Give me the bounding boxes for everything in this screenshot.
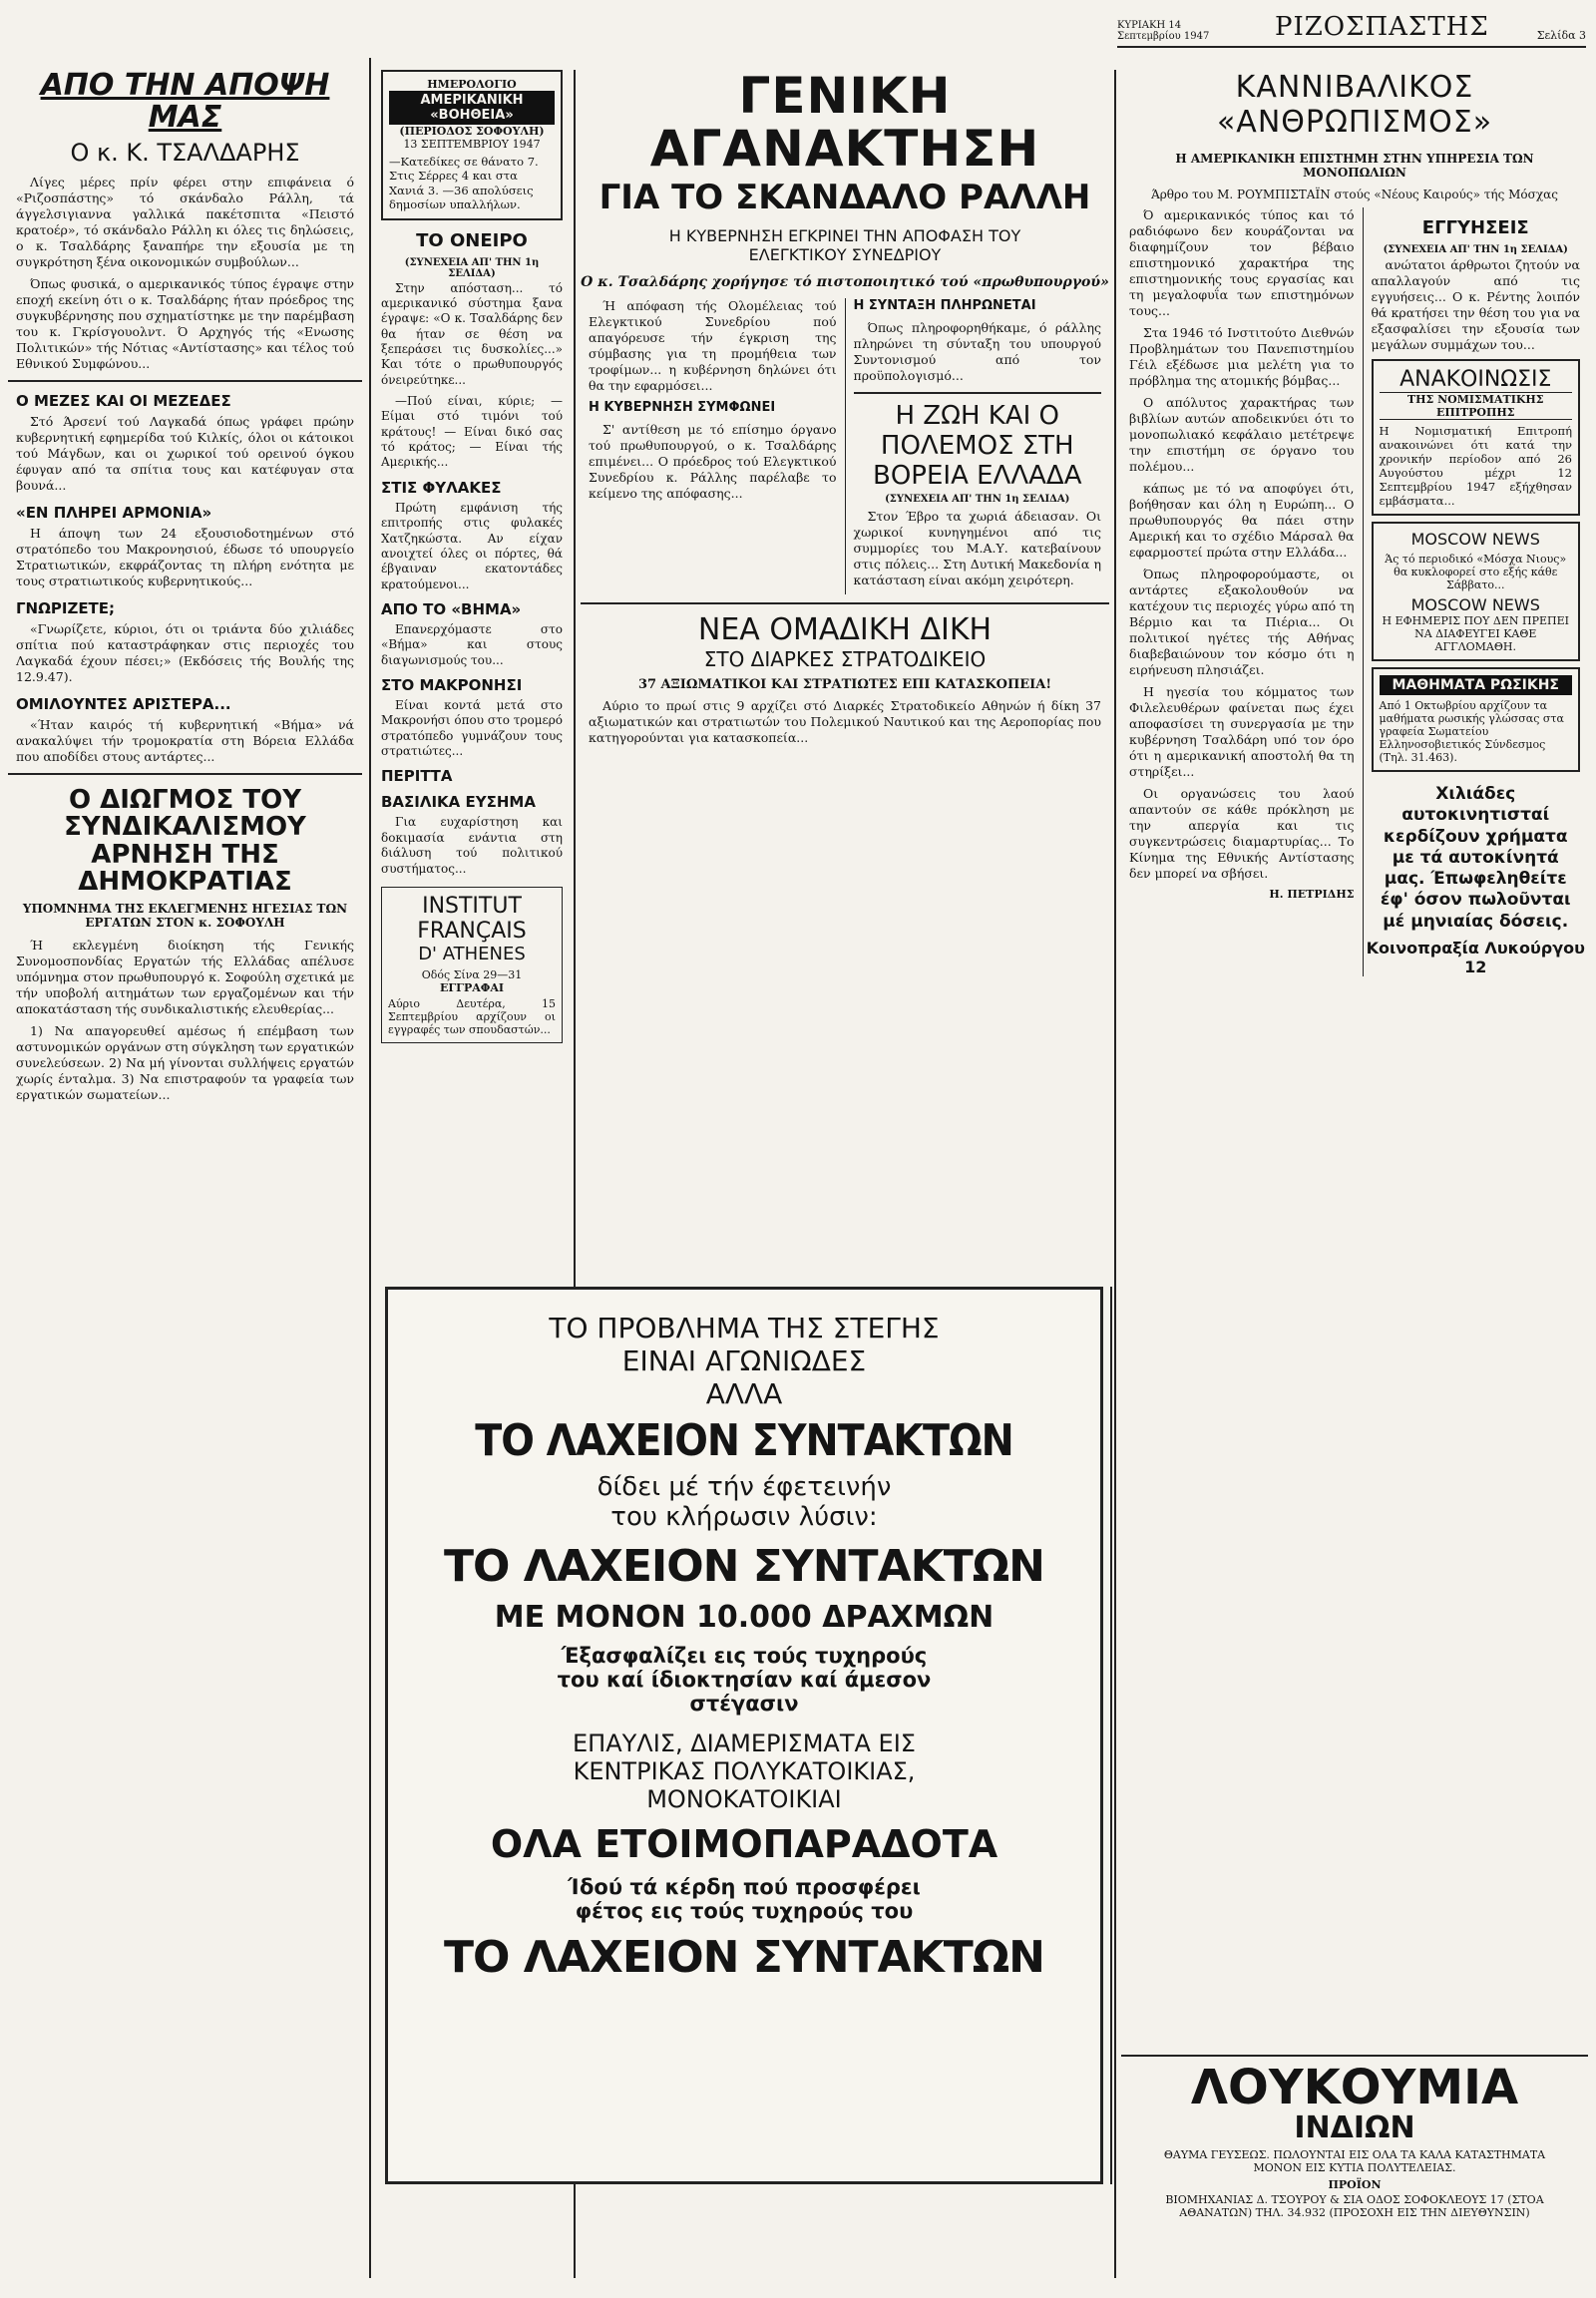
section-heading: ΣΤΟ ΜΑΚΡΟΝΗΣΙ [381, 676, 523, 695]
section-heading: ΟΜΙΛΟΥΝΤΕΣ ΑΡΙΣΤΕΡΑ... [16, 695, 231, 713]
editorial-body [8, 175, 362, 372]
ad-line: στέγασιν [689, 1691, 799, 1716]
moscow-news-box [1372, 522, 1581, 661]
institut-line: D' ATHENES [418, 943, 526, 964]
loukoumia-maker: ΒΙΟΜΗΧΑΝΙΑΣ Δ. ΤΣΟΥΡΟΥ & ΣΙΑ ΟΔΟΣ ΣΟΦΟΚΛΕΟΥΣ 17 (ΣΤΟΑ ΑΘΑΝΑΤΩΝ) ΤΗΛ. 34.932 (ΠΡΟΣΟΧΗ ΕΙΣ ΤΗΝ ΔΙΕΥΘΥΝΣΙΝ) [1165, 2192, 1544, 2219]
ad-brand: ΤΟ ΛΑΧΕΙΟΝ ΣΥΝΤΑΚΤΩΝ [444, 1541, 1044, 1593]
section-heading: Η ΚΥΒΕΡΝΗΣΗ ΣΥΜΦΩΝΕΙ [589, 399, 776, 415]
divider [581, 602, 1109, 604]
ad-line: δίδει μέ τήν έφετεινήν [597, 1472, 892, 1503]
ad-line: του καί ίδιοκτησίαν καί άμεσον [557, 1667, 932, 1692]
car-ad-company: Κοινοπραξία Λυκούργου 12 [1366, 938, 1585, 976]
paragraph: Ή εκλεγμένη διοίκηση τής Γενικής Συνομοσπονδίας Εργατών τής Ελλάδας απέλυσε υπόμνημα στον πρωθυπουργό κ. Σοφούλη σχετικά με τήν υποβολή αιτημάτων των εργαζομένων και τήν αποκατάσταση τής συνδικαλιστικής ελευθερίας... [16, 938, 354, 1017]
moscow-news-text: Άς τό περιοδικό «Μόσχα Νιους» θα κυκλοφορεί στο εξής κάθε Σάββατο... [1385, 553, 1567, 591]
main-headline: ΓΕΝΙΚΗ ΑΓΑΝΑΚΤΗΣΗ [649, 70, 1040, 178]
ad-line: ΑΛΛΑ [705, 1377, 783, 1410]
paragraph: —Πού είναι, κύριε; — Είμαι στό τιμόνι τού κράτους! — Είναι δικό σας τό κράτος; — Είναι τής Αμερικής... [381, 394, 563, 470]
trial-subheadline: ΣΤΟ ΔΙΑΡΚΕΣ ΣΤΡΑΤΟΔΙΚΕΙΟ [703, 646, 987, 671]
moscow-news-title: MOSCOW NEWS [1410, 530, 1540, 549]
section-heading: Ο ΜΕΖΕΣ ΚΑΙ ΟΙ ΜΕΖΕΔΕΣ [16, 392, 231, 410]
announcement-box [1372, 359, 1581, 516]
institut-text: Αύριο Δευτέρα, 15 Σεπτεμβρίου αρχίζουν οι εγγραφές των σπουδαστών... [388, 996, 556, 1036]
masthead-paper: ΡΙΖΟΣΠΑΣΤΗΣ [1274, 12, 1489, 42]
feature-subtitle: ΥΠΟΜΝΗΜΑ ΤΗΣ ΕΚΛΕΓΜΕΝΗΣ ΗΓΕΣΙΑΣ ΤΩΝ ΕΡΓΑΤΩΝ ΣΤΟΝ κ. ΣΟΦΟΥΛΗ [22, 902, 348, 931]
paragraph: Όπως πληροφορηθήκαμε, ό ράλλης πληρώνει τη σύνταξη του υπουργού Συντονισμού από τον προϋπολογισμό... [853, 320, 1101, 384]
announcement-text: Η Νομισματική Επιτροπή ανακοινώνει ότι κατά την χρονικήν περίοδον από 26 Αυγούστου μέχρι 12 Σεπτεμβρίου 1947 εξήχθησαν εμβάσματα... [1379, 424, 1572, 508]
ad-line: του κλήρωσιν λύσιν: [610, 1502, 878, 1533]
ad-price: ΜΕ ΜΟΝΟΝ 10.000 ΔΡΑΧΜΩΝ [494, 1600, 995, 1636]
masthead-date: ΚΥΡΙΑΚΗ 14 Σεπτεμβρίου 1947 [1117, 20, 1210, 42]
russian-lessons-box [1372, 667, 1581, 772]
continuation-note: (ΣΥΝΕΧΕΙΑ ΑΠ' ΤΗΝ 1η ΣΕΛΙΔΑ) [1383, 244, 1568, 255]
ad-line: ΟΛΑ ΕΤΟΙΜΟΠΑΡΑΔΟΤΑ [490, 1821, 998, 1866]
paragraph: Όπως φυσικά, ο αμερικανικός τύπος έγραψε στην εποχή εκείνη ότι ο κ. Τσαλδάρης ήταν πρόεδρος της συγκυβέρνησης που σχηματίστηκε με την παρέμβαση του κ. Γκρίσγουολντ. Ό Αρχηγός τής «Ενωσης Πολιτικών» τής Νότιας «Αντίστασης» και τέλος τού Εθνικού Συμφώνου... [16, 276, 354, 371]
paragraph: Στα 1946 τό Ινστιτούτο Διεθνών Προβλημάτων του Πανεπιστημίου Γέιλ εξέδωσε μια μελέτη για το πρόβλημα της ατομικής βόμβας... [1129, 325, 1355, 388]
ad-line: Ίδού τά κέρδη πού προσφέρει [568, 1874, 921, 1899]
section-heading: ΕΓΓΥΗΣΕΙΣ [1421, 217, 1529, 238]
paragraph: Στον Έβρο τα χωριά άδειασαν. Οι χωρικοί κυνηγημένοι από τις συμμορίες του Μ.Α.Υ. κατεβαίνουν στις πόλεις... Στη Δυτική Μακεδονία η κατάσταση είναι ακόμη χειρότερη. [853, 508, 1101, 587]
paragraph: Για ευχαρίστηση και δοκιμασία ενάντια στη διάλυση τού πολιτικού συστήματος... [381, 815, 563, 876]
paragraph: «Γνωρίζετε, κύριοι, ότι οι τριάντα δύο χιλιάδες σπίτια πού καταστράφηκαν στις περιοχές του Λαγκαδά έχουν πέσει;» (Εκδόσεις τής Βουλής της 12.9.47). [16, 621, 354, 684]
calendar-title: ΗΜΕΡΟΛΟΓΙΟ [427, 78, 517, 91]
section-heading: «ΕΝ ΠΛΗΡΕΙ ΑΡΜΟΝΙΑ» [16, 504, 212, 522]
ad-line: ΜΟΝΟΚΑΤΟΙΚΙΑΙ [646, 1784, 842, 1813]
paragraph: Η άποψη των 24 εξουσιοδοτημένων στό στρατόπεδο του Μακρονησιού, έδωσε τό υπουργείο Στρατιωτικών, εκφράζοντας τη πλήρη ενότητα με τους στρατιωτικούς κυβερνητικούς... [16, 526, 354, 588]
feature-byline: Άρθρο του Μ. ΡΟΥΜΠΙΣΤΑΪΝ στούς «Νέους Καιρούς» τής Μόσχας [1151, 188, 1558, 201]
column-1 [8, 70, 362, 2278]
main-headline-2: ΓΙΑ ΤΟ ΣΚΑΝΔΑΛΟ ΡΑΛΛΗ [598, 178, 1091, 217]
calendar-period: (ΠΕΡΙΟΔΟΣ ΣΟΦΟΥΛΗ) [399, 125, 545, 138]
feature-deck: Η ΑΜΕΡΙΚΑΝΙΚΗ ΕΠΙΣΤΗΜΗ ΣΤΗΝ ΥΠΗΡΕΣΙΑ ΤΩΝ ΜΟΝΟΠΩΛΙΩΝ [1175, 152, 1534, 180]
ad-line: φέτος εις τούς τυχηρούς του [575, 1898, 914, 1923]
ad-line: ΚΕΝΤΡΙΚΑΣ ΠΟΛΥΚΑΤΟΙΚΙΑΣ, [573, 1756, 916, 1785]
paragraph: Ό αμερικανικός τύπος και τό ραδιόφωνο δεν κουράζονται να διαφημίζουν τον βέβαιο επιστημονικό χαρακτήρα της επιστημονικής τους εργασίας και τη μεγαλοφυΐα των επιστημόνων τους... [1129, 207, 1355, 318]
paragraph: Λίγες μέρες πρίν φέρει στην επιφάνεια ό «Ριζοσπάστης» τό σκάνδαλο Ράλλη, τά άγγελσιγιαννα γαλλικά πακέτσπιτα «Πειστό κρατοέρ», τό σκάνδαλο Ράλλη κι όλες τις δηλώσεις, ο κ. Τσαλδάρης ξαναπήρε την εξουσία με τη συγκρότηση ξένα οικονομικών συμβούλων... [16, 175, 354, 269]
calendar-text: —Κατεδίκες σε θάνατο 7. Στις Σέρρες 4 και στα Χανιά 3. —36 απολύσεις δημοσίων υπαλλήλων. [389, 155, 539, 212]
section-heading: ΣΤΙΣ ΦΥΛΑΚΕΣ [381, 478, 502, 497]
institut-ad [381, 887, 563, 1043]
paragraph: Όπως πληροφορούμαστε, οι αντάρτες εξακολουθούν να κατέχουν τις περιοχές γύρω από τη Βέρμιο και τα Πιέρια... Οι πολιτικοί ηγέτες τής Αθήνας διαβεβαιώνουν τον κόσμο ότι η ειρήνευση πλησιάζει. [1129, 567, 1355, 677]
continuation-note: (ΣΥΝΕΧΕΙΑ ΑΠ' ΤΗΝ 1η ΣΕΛΙΔΑ) [404, 256, 540, 279]
institut-address: Οδός Σίνα 29—31 [421, 967, 523, 981]
paragraph: ανώτατοι άρθρωτοι ζητούν να απαλλαγούν από τις εγγυήσεις... Ο κ. Ρέντης λοιπόν θά κρατήσει την θέση του για να εξασφαλίσει την εξουσία των μεγάλων συμμάχων του... [1371, 257, 1580, 352]
paragraph: Σ' αντίθεση με τό επίσημο όργανο τού πρωθυπουργού, ο κ. Τσαλδάρης επιμένει... Ο πρόεδρος τού Ελεγκτικού Συνεδρίου κ. Ράλλης παρέλαβε το κείμενο της απόφασης... [589, 422, 837, 502]
section-heading: Η ΣΥΝΤΑΞΗ ΠΛΗΡΩΝΕΤΑΙ [853, 297, 1036, 313]
loukoumia-title: ΛΟΥΚΟΥΜΙΑ [1190, 2060, 1519, 2115]
paragraph: «Ήταν καιρός τή κυβερνητική «Βήμα» νά ανακαλύψει τήν τρομοκρατία στη Βόρεια Ελλάδα που αποδίδει στους αντάρτες... [16, 717, 354, 764]
loukoumia-product: ΠΡΟΪΟΝ [1328, 2177, 1382, 2191]
announcement-subtitle: ΤΗΣ ΝΟΜΙΣΜΑΤΙΚΗΣ ΕΠΙΤΡΟΠΗΣ [1380, 392, 1573, 420]
column-kicker: ΑΠΟ ΤΗΝ ΑΠΟΨΗ ΜΑΣ [40, 70, 330, 135]
paragraph: κάπως με τό να αποφύγει ότι, βοήθησαν και όλη η Ευρώπη... Ο πρωθυπουργός θα πάει στην Αμερική και το σχέδιο Μάρσαλ θα εφαρμοστεί πρώτα στην Ελλάδα... [1129, 481, 1355, 560]
ad-line: ΕΙΝΑΙ ΑΓΩΝΙΩΔΕΣ [621, 1344, 867, 1377]
paragraph: Επανερχόμαστε στο «Βήμα» και στους διαγωνισμούς του... [381, 621, 563, 667]
section-heading: ΒΑΣΙΛΙΚΑ ΕΥΣΗΜΑ [381, 793, 536, 812]
ad-line: ΕΠΑΥΛΙΣ, ΔΙΑΜΕΡΙΣΜΑΤΑ ΕΙΣ [573, 1728, 916, 1757]
feature-title-2: «ΑΝΘΡΩΠΙΣΜΟΣ» [1216, 105, 1493, 140]
trial-deck: 37 ΑΞΙΩΜΑΤΙΚΟΙ ΚΑΙ ΣΤΡΑΤΙΩΤΕΣ ΕΠΙ ΚΑΤΑΣΚΟΠΕΙΑ! [637, 676, 1052, 692]
calendar-date: 13 ΣΕΠΤΕΜΒΡΙΟΥ 1947 [403, 138, 541, 151]
lottery-ad [385, 1287, 1103, 2184]
column-title: Ο κ. Κ. ΤΣΑΛΔΑΡΗΣ [70, 139, 300, 167]
russian-lessons-title: ΜΑΘΗΜΑΤΑ ΡΩΣΙΚΗΣ [1380, 675, 1573, 695]
russian-lessons-text: Από 1 Οκτωβρίου αρχίζουν τα μαθήματα ρωσικής γλώσσας στα γραφεία Σωματείου Ελληνοσοβιετικός Σύνδεσμος (Τηλ. 31.463). [1379, 699, 1564, 764]
section-heading: ΓΝΩΡΙΖΕΤΕ; [16, 599, 116, 617]
feature-body [8, 938, 362, 1103]
masthead-page: Σελίδα 3 [1536, 29, 1586, 42]
paragraph: Πρώτη εμφάνιση τής επιτροπής στις φυλακές Χατζηκώστα. Αν είχαν ανοιχτεί όλες οι πόρτες, θά έβγαιναν εκατοντάδες κρατούμενοι... [381, 500, 563, 591]
paragraph: Αύριο το πρωί στις 9 αρχίζει στό Διαρκές Στρατοδικείο Αθηνών ή δίκη 37 αξιωματικών και στρατιωτών του Πολεμικού Ναυτικού και της Αεροπορίας που κατηγορούνται για κατασκοπεία... [589, 697, 1101, 745]
column-rule [1110, 1287, 1112, 2184]
institut-heading: ΕΓΓΡΑΦΑΙ [439, 980, 505, 994]
ad-line: ΤΟ ΠΡΟΒΛΗΜΑ ΤΗΣ ΣΤΕΓΗΣ [549, 1312, 940, 1344]
moscow-news-text: Η ΕΦΗΜΕΡΙΣ ΠΟΥ ΔΕΝ ΠΡΕΠΕΙ ΝΑ ΔΙΑΦΕΥΓΕΙ ΚΑΘΕ ΑΓΓΛΟΜΑΘΗ. [1382, 614, 1569, 653]
paragraph: Είναι κοντά μετά στο Μακρονήσι όπου στο τρομερό στρατόπεδο γυμνάζουν τους στρατιώτες... [381, 698, 563, 759]
trial-headline: ΝΕΑ ΟΜΑΔΙΚΗ ΔΙΚΗ [697, 611, 993, 647]
column-rule [369, 58, 371, 2278]
ad-brand: ΤΟ ΛΑΧΕΙΟΝ ΣΥΝΤΑΚΤΩΝ [444, 1931, 1044, 1983]
paragraph: Στό Άρσενί τού Λαγκαδά όπως γράφει πρώην κυβερνητική εφημερίδα τού Κιλκίς, όλοι οι κάτοικοι τού Μάγδων, και οι χωρικοί τού ορεινού όγκου έφυγαν από τα σπίτια τους και κατέφυγαν στα βουνά... [16, 414, 354, 493]
divider [854, 392, 1102, 394]
paragraph: Ή απόφαση τής Ολομέλειας τού Ελεγκτικού Συνεδρίου πού απαγόρευσε τήν έγκριση της σύμβασης για τη προμήθεια των τροφίμων... η κυβέρνηση δηλώνει ότι θα την εφαρμόσει... [589, 297, 837, 393]
divider [8, 773, 362, 775]
section-heading: ΤΟ ΟΝΕΙΡΟ [416, 229, 528, 251]
paragraph: Η ηγεσία του κόμματος των Φιλελευθέρων φαίνεται πως έχει αποφασίσει τη συνεργασία με την κυβέρνηση Τσαλδάρη υπό τον όρο ότι η αμερικανική αποστολή θα τη στηρίξει... [1129, 684, 1355, 779]
feature-title: Ο ΔΙΩΓΜΟΣ ΤΟΥ ΣΥΝΔΙΚΑΛΙΣΜΟΥ ΑΡΝΗΣΗ ΤΗΣ ΔΗΜΟΚΡΑΤΙΑΣ [64, 785, 306, 897]
paragraph: Ο απόλυτος χαρακτήρας των βιβλίων αυτών αποδεικνύει ότι το μονοπωλιακό κεφάλαιο μετέτρεψε την επιστήμη σε όργανο του πολέμου... [1129, 395, 1355, 474]
divider [8, 380, 362, 382]
ad-line: Έξασφαλίζει εις τούς τυχηρούς [561, 1643, 928, 1668]
loukoumia-ad [1121, 2055, 1588, 2274]
feature-title: ΚΑΝΝΙΒΑΛΙΚΟΣ [1235, 70, 1474, 105]
paragraph: Στην απόσταση... τό αμερικανικό σύστημα ξανα έγραψε: «Ο κ. Τσαλδάρης δεν θα ήταν σε θέση να ξεπεράσει τις δυσκολίες...» Και τότε ο πρωθυπουργός όνειρεύτηκε... [381, 280, 563, 387]
announcement-title: ΑΝΑΚΟΙΝΩΣΙΣ [1399, 367, 1552, 392]
war-headline: Η ΖΩΗ ΚΑΙ Ο ΠΟΛΕΜΟΣ ΣΤΗ ΒΟΡΕΙΑ ΕΛΛΑΔΑ [873, 401, 1082, 492]
loukoumia-subtitle: ΙΝΔΙΩΝ [1294, 2110, 1415, 2146]
article-byline: Η. ΠΕΤΡΙΔΗΣ [1269, 888, 1355, 901]
paragraph: Οι οργανώσεις του λαού απαντούν σε κάθε πρόκληση με την απεργία και τις συγκεντρώσεις διαμαρτυρίας... Το Κίνημα της Εθνικής Αντίστασης δεν μπορεί να σβήσει. [1129, 786, 1355, 881]
masthead [1117, 8, 1586, 48]
car-ad: Χιλιάδες αυτοκινητισταί κερδίζουν χρήματα με τά αυτοκίνητά μας. Έπωφεληθείτε έφ' όσον πωλοῦνται μέ μηνιαίας δόσεις. [1380, 784, 1571, 932]
column-rule [1114, 70, 1116, 2278]
section-heading: ΑΠΟ ΤΟ «ΒΗΜΑ» [381, 599, 522, 618]
paragraph: 1) Να απαγορευθεί αμέσως ή επέμβαση των αστυνομικών οργάνων στη σύγκληση των εργατικών συνελεύσεων. 2) Να μή γίνονται συλλήψεις εργατών χωρίς ένταλμα. 3) Να επιστραφούν τα γραφεία των εργατικών σωματείων... [16, 1023, 354, 1103]
continuation-note: (ΣΥΝΕΧΕΙΑ ΑΠ' ΤΗΝ 1η ΣΕΛΙΔΑ) [885, 493, 1070, 505]
column-5 [1121, 70, 1588, 2278]
main-quote: Ο κ. Τσαλδάρης χορήγησε τό πιστοποιητικό τού «πρωθυπουργού» [581, 273, 1109, 290]
institut-line: INSTITUT [422, 893, 522, 919]
main-deck: Η ΚΥΒΕΡΝΗΣΗ ΕΓΚΡΙΝΕΙ ΤΗΝ ΑΠΟΦΑΣΗ ΤΟΥ ΕΛΕΓΚΤΙΚΟΥ ΣΥΝΕΔΡΙΟΥ [668, 225, 1021, 264]
loukoumia-text: ΘΑΥΜΑ ΓΕΥΣΕΩΣ. ΠΩΛΟΥΝΤΑΙ ΕΙΣ ΟΛΑ ΤΑ ΚΑΛΑ ΚΑΤΑΣΤΗΜΑΤΑ ΜΟΝΟΝ ΕΙΣ ΚΥΤΙΑ ΠΟΛΥΤΕΛΕΙΑΣ. [1163, 2147, 1546, 2174]
moscow-news-title: MOSCOW NEWS [1410, 595, 1540, 614]
calendar-box [381, 70, 563, 220]
section-heading: ΠΕΡΙΤΤΑ [381, 767, 453, 786]
institut-line: FRANÇAIS [417, 918, 527, 944]
ad-brand: ΤΟ ΛΑΧΕΙΟΝ ΣΥΝΤΑΚΤΩΝ [475, 1415, 1013, 1466]
calendar-subtitle: ΑΜΕΡΙΚΑΝΙΚΗ «ΒΟΗΘΕΙΑ» [389, 91, 555, 125]
